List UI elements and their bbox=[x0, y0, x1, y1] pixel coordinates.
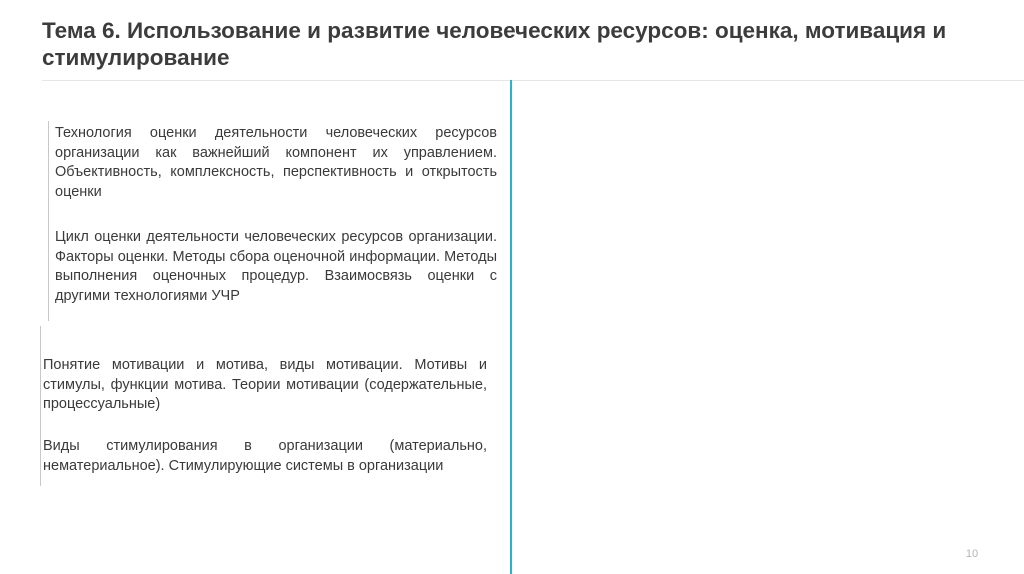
paragraph-stimulation-types: Виды стимулирования в организации (материально, нематериальное). Стимулирующие системы в организации bbox=[43, 438, 487, 474]
vertical-accent-line bbox=[510, 80, 512, 574]
paragraph-evaluation-cycle: Цикл оценки деятельности человеческих ресурсов организации. Факторы оценки. Методы сбора оценочной информации. Методы выполнения оценочных процедур. Взаимосвязь оценки с другими технологиями УЧР bbox=[55, 229, 497, 304]
left-accent-line-bottom bbox=[40, 326, 41, 486]
paragraph-motivation-concept: Понятие мотивации и мотива, виды мотивации. Мотивы и стимулы, функции мотива. Теории мотивации (содержательные, процессуальные) bbox=[43, 357, 487, 413]
paragraph-evaluation-technology: Технология оценки деятельности человеческих ресурсов организации как важнейший компонент их управлением. Объективность, комплексность, перспективность и открытость оценки bbox=[55, 125, 497, 200]
page-number: 10 bbox=[965, 548, 979, 560]
slide-title: Тема 6. Использование и развитие человеческих ресурсов: оценка, мотивация и стимулирование bbox=[42, 18, 947, 70]
left-accent-line-top bbox=[48, 121, 49, 321]
title-divider bbox=[42, 80, 1024, 81]
